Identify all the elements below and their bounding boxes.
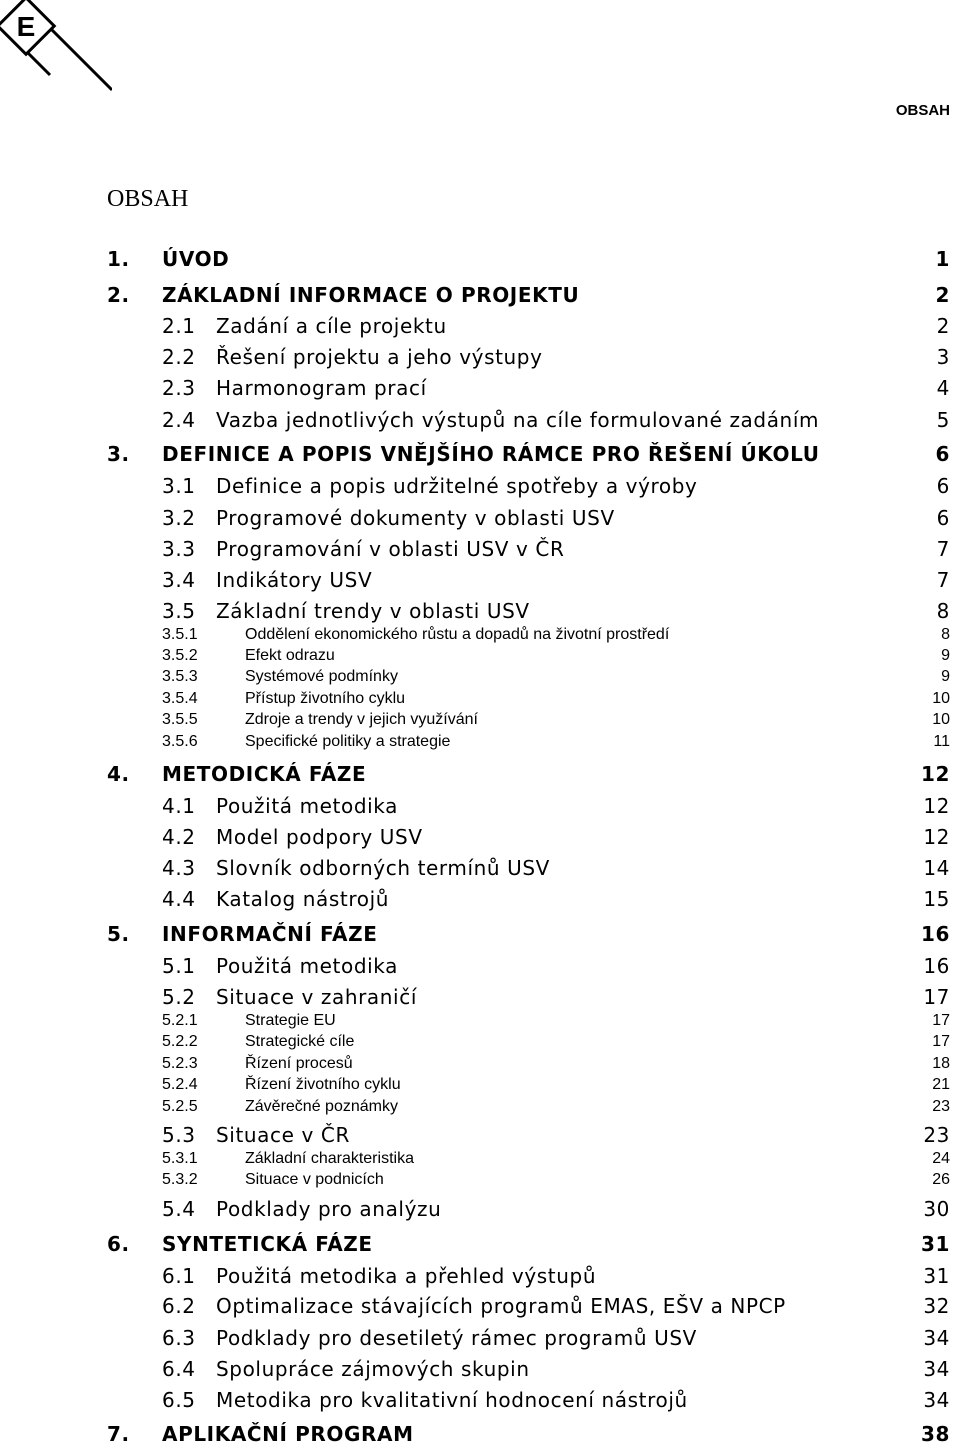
toc-entry-title: Základní charakteristika [245, 1150, 414, 1167]
toc-entry-title: Specifické politiky a strategie [245, 733, 451, 750]
toc-entry-number: 5.3.2 [162, 1171, 198, 1188]
toc-entry-title: Efekt odrazu [245, 647, 335, 664]
toc-entry [0, 342, 960, 372]
toc-entry-number: 5.2.2 [162, 1033, 198, 1050]
toc-entry-page: 2 [935, 283, 950, 307]
toc-entry [0, 439, 960, 469]
toc-entry [0, 884, 960, 914]
toc-entry [0, 951, 960, 981]
toc-entry-title: Situace v zahraničí [216, 985, 417, 1009]
toc-entry-page: 14 [923, 856, 950, 880]
toc-entry-page: 6 [935, 442, 950, 466]
toc-entry-title: Oddělení ekonomického růstu a dopadů na životní prostředí [245, 626, 670, 643]
toc-entry-title: SYNTETICKÁ FÁZE [162, 1232, 373, 1256]
toc-entry-number: 6.4 [162, 1357, 196, 1381]
toc-entry-number: 3. [107, 442, 130, 466]
toc-entry-page: 17 [932, 1012, 950, 1029]
toc-entry-page: 17 [923, 985, 950, 1009]
toc-entry-page: 34 [923, 1357, 950, 1381]
toc-entry-title: Harmonogram prací [216, 376, 427, 400]
toc-entry-number: 6.3 [162, 1326, 196, 1350]
toc-entry-page: 1 [935, 247, 950, 271]
toc-entry-title: Podklady pro analýzu [216, 1197, 442, 1221]
toc-entry-page: 8 [941, 626, 950, 643]
toc-entry-page: 10 [932, 711, 950, 728]
toc-entry-number: 7. [107, 1422, 130, 1446]
toc-entry-number: 2.4 [162, 408, 196, 432]
toc-entry-title: Základní trendy v oblasti USV [216, 599, 530, 623]
toc-entry-title: Řízení procesů [245, 1055, 353, 1072]
toc-entry-title: Řešení projektu a jeho výstupy [216, 345, 543, 369]
toc-entry [0, 311, 960, 341]
page-title: OBSAH [107, 186, 189, 212]
toc-entry-title: INFORMAČNÍ FÁZE [162, 922, 378, 946]
toc-entry-page: 9 [941, 668, 950, 685]
toc-entry-number: 4.3 [162, 856, 196, 880]
toc-entry-title: ÚVOD [162, 247, 230, 271]
toc-entry-title: Přístup životního cyklu [245, 690, 406, 707]
toc-entry-page: 3 [936, 345, 950, 369]
toc-entry [0, 919, 960, 949]
toc-entry [0, 1354, 960, 1384]
toc-entry-title: Strategie EU [245, 1012, 336, 1029]
toc-entry [0, 1419, 960, 1449]
logo-letter: E [16, 11, 36, 42]
toc-entry-title: METODICKÁ FÁZE [162, 762, 367, 786]
toc-entry-number: 3.5.2 [162, 647, 198, 664]
toc-entry [0, 1261, 960, 1291]
toc-entry-number: 2.1 [162, 314, 196, 338]
toc-entry-title: Situace v ČR [216, 1123, 350, 1147]
toc-entry-title: Definice a popis udržitelné spotřeby a výroby [216, 474, 698, 498]
toc-entry-title: Situace v podnicích [245, 1171, 384, 1188]
toc-entry-title: Podklady pro desetiletý rámec programů USV [216, 1326, 697, 1350]
toc-entry-page: 12 [920, 762, 950, 786]
toc-entry-page: 31 [920, 1232, 950, 1256]
toc-entry-page: 16 [920, 922, 950, 946]
toc-entry-number: 4. [107, 762, 130, 786]
toc-entry-number: 5.2.1 [162, 1012, 198, 1029]
toc-entry [0, 727, 960, 757]
toc-entry-title: Zadání a cíle projektu [216, 314, 447, 338]
toc-entry-number: 4.4 [162, 887, 196, 911]
toc-entry-page: 2 [936, 314, 950, 338]
toc-entry-number: 6.5 [162, 1388, 196, 1412]
toc-entry [0, 1291, 960, 1321]
toc-entry-number: 2.2 [162, 345, 196, 369]
toc-entry [0, 280, 960, 310]
toc-entry-page: 6 [936, 506, 950, 530]
toc-entry-number: 3.4 [162, 568, 196, 592]
toc-entry-number: 3.5 [162, 599, 196, 623]
toc-entry-page: 23 [932, 1098, 950, 1115]
toc-entry [0, 759, 960, 789]
toc-entry [0, 1385, 960, 1415]
toc-entry-page: 4 [936, 376, 950, 400]
toc-entry-number: 5.2.4 [162, 1076, 198, 1093]
toc-entry-number: 3.5.3 [162, 668, 198, 685]
toc-entry-page: 18 [932, 1055, 950, 1072]
toc-entry-page: 10 [932, 690, 950, 707]
toc-entry-number: 5. [107, 922, 130, 946]
toc-entry-page: 23 [923, 1123, 950, 1147]
toc-entry [0, 791, 960, 821]
toc-entry-number: 4.1 [162, 794, 196, 818]
toc-entry [0, 853, 960, 883]
toc-entry [0, 565, 960, 595]
toc-entry [0, 1165, 960, 1195]
toc-entry-page: 7 [936, 568, 950, 592]
toc-entry-title: Závěrečné poznámky [245, 1098, 398, 1115]
toc-entry-title: Použitá metodika a přehled výstupů [216, 1264, 597, 1288]
toc-entry-page: 16 [923, 954, 950, 978]
toc-entry-page: 9 [941, 647, 950, 664]
toc-entry-number: 3.5.1 [162, 626, 198, 643]
toc-entry-page: 26 [932, 1171, 950, 1188]
toc-entry-number: 4.2 [162, 825, 196, 849]
toc-entry-number: 3.3 [162, 537, 196, 561]
toc-entry-page: 6 [936, 474, 950, 498]
toc-entry-page: 12 [923, 825, 950, 849]
toc-entry [0, 471, 960, 501]
toc-entry-title: Strategické cíle [245, 1033, 355, 1050]
toc-entry-number: 2.3 [162, 376, 196, 400]
toc-entry [0, 503, 960, 533]
toc-entry-title: Optimalizace stávajících programů EMAS, EŠV a NPCP [216, 1294, 786, 1318]
toc-entry-number: 5.3.1 [162, 1150, 198, 1167]
toc-entry [0, 1323, 960, 1353]
toc-entry-number: 1. [107, 247, 130, 271]
toc-entry-number: 3.5.5 [162, 711, 198, 728]
toc-entry-page: 12 [923, 794, 950, 818]
toc-entry-number: 6.1 [162, 1264, 196, 1288]
toc-entry-page: 24 [932, 1150, 950, 1167]
toc-entry [0, 1194, 960, 1224]
toc-entry [0, 1092, 960, 1122]
toc-entry-number: 6.2 [162, 1294, 196, 1318]
toc-entry-title: Vazba jednotlivých výstupů na cíle formulované zadáním [216, 408, 820, 432]
toc-entry [0, 822, 960, 852]
toc-entry-page: 8 [936, 599, 950, 623]
toc-entry-page: 7 [936, 537, 950, 561]
toc-entry-page: 5 [936, 408, 950, 432]
toc-entry [0, 405, 960, 435]
toc-entry [0, 244, 960, 274]
toc-entry-number: 5.3 [162, 1123, 196, 1147]
toc-entry-number: 5.1 [162, 954, 196, 978]
toc-entry-title: Spolupráce zájmových skupin [216, 1357, 530, 1381]
toc-entry-page: 31 [923, 1264, 950, 1288]
toc-entry-number: 2. [107, 283, 130, 307]
toc-entry-number: 5.2 [162, 985, 196, 1009]
toc-entry-page: 17 [932, 1033, 950, 1050]
toc-entry-number: 3.1 [162, 474, 196, 498]
toc-entry-page: 21 [932, 1076, 950, 1093]
toc-entry-title: Systémové podmínky [245, 668, 398, 685]
toc-entry-title: Indikátory USV [216, 568, 373, 592]
toc-entry-title: Programové dokumenty v oblasti USV [216, 506, 615, 530]
toc-entry-page: 30 [923, 1197, 950, 1221]
toc-entry-title: Použitá metodika [216, 794, 398, 818]
toc-entry-title: Programování v oblasti USV v ČR [216, 537, 565, 561]
toc-entry-title: ZÁKLADNÍ INFORMACE O PROJEKTU [162, 283, 580, 307]
toc-entry-page: 11 [933, 733, 950, 750]
toc-entry-page: 38 [920, 1422, 950, 1446]
toc-entry-title: Řízení životního cyklu [245, 1076, 401, 1093]
toc-entry [0, 1229, 960, 1259]
header-label: OBSAH [895, 102, 950, 119]
toc-entry-number: 5.2.3 [162, 1055, 198, 1072]
toc-entry-page: 15 [923, 887, 950, 911]
toc-entry-page: 34 [923, 1326, 950, 1350]
toc-entry-title: Použitá metodika [216, 954, 398, 978]
toc-entry-title: APLIKAČNÍ PROGRAM [162, 1422, 414, 1446]
toc-entry-number: 6. [107, 1232, 130, 1256]
toc-entry-number: 5.4 [162, 1197, 196, 1221]
toc-entry [0, 373, 960, 403]
toc-entry-number: 3.5.4 [162, 690, 198, 707]
toc-entry-title: Metodika pro kvalitativní hodnocení nástrojů [216, 1388, 688, 1412]
toc-entry-title: Zdroje a trendy v jejich využívání [245, 711, 478, 728]
toc-entry-number: 5.2.5 [162, 1098, 198, 1115]
toc-entry-page: 32 [923, 1294, 950, 1318]
toc-entry-number: 3.5.6 [162, 733, 198, 750]
toc-entry-page: 34 [923, 1388, 950, 1412]
toc-entry [0, 534, 960, 564]
toc-entry-number: 3.2 [162, 506, 196, 530]
toc-entry-title: Slovník odborných termínů USV [216, 856, 550, 880]
toc-entry-title: DEFINICE A POPIS VNĚJŠÍHO RÁMCE PRO ŘEŠENÍ ÚKOLU [162, 442, 820, 466]
toc-entry-title: Model podpory USV [216, 825, 423, 849]
toc-entry-title: Katalog nástrojů [216, 887, 390, 911]
